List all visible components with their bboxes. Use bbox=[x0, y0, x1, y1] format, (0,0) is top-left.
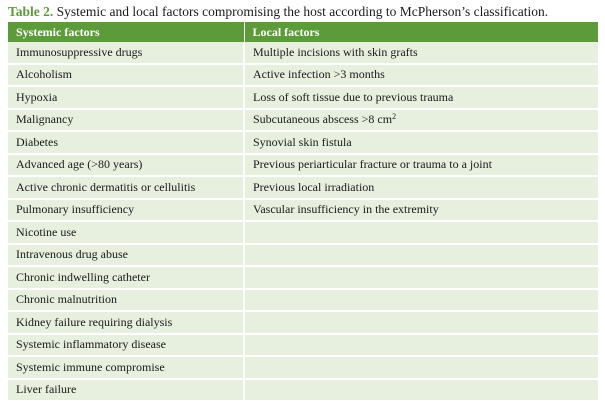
table-row bbox=[8, 266, 598, 289]
table-row bbox=[8, 109, 598, 132]
systemic-factor-text: Active chronic dermatitis or cellulitis bbox=[16, 179, 196, 194]
table-row bbox=[8, 176, 598, 199]
local-factor-cell bbox=[244, 311, 598, 334]
table-row bbox=[8, 64, 598, 87]
local-factor-cell bbox=[244, 356, 598, 379]
systemic-factor-cell bbox=[8, 86, 244, 109]
local-factor-text: Multiple incisions with skin grafts bbox=[253, 44, 418, 59]
local-factor-text: Previous local irradiation bbox=[253, 179, 375, 194]
systemic-factor-text: Chronic indwelling catheter bbox=[16, 269, 150, 284]
systemic-factor-text: Immunosuppressive drugs bbox=[16, 44, 143, 59]
table-row bbox=[8, 154, 598, 177]
table-row bbox=[8, 334, 598, 357]
systemic-factor-cell bbox=[8, 334, 244, 357]
systemic-factor-cell bbox=[8, 244, 244, 267]
table-row bbox=[8, 199, 598, 222]
local-factor-cell bbox=[244, 86, 598, 109]
systemic-factor-cell bbox=[8, 221, 244, 244]
systemic-factor-text: Chronic malnutrition bbox=[16, 292, 117, 307]
local-factor-cell bbox=[244, 64, 598, 87]
local-factor-cell bbox=[244, 266, 598, 289]
local-factor-cell bbox=[244, 289, 598, 312]
systemic-factor-text: Systemic inflammatory disease bbox=[16, 337, 166, 352]
table-caption-text: Systemic and local factors compromising the host according to McPherson’s classification. bbox=[53, 4, 549, 19]
table-caption bbox=[8, 4, 598, 20]
local-factor-superscript: 2 bbox=[392, 112, 397, 122]
systemic-factor-cell bbox=[8, 176, 244, 199]
table-row bbox=[8, 131, 598, 154]
systemic-factor-text: Pulmonary insufficiency bbox=[16, 202, 135, 217]
systemic-factor-text: Nicotine use bbox=[16, 224, 77, 239]
table-body bbox=[8, 42, 598, 400]
table-header-row bbox=[8, 22, 598, 42]
systemic-factor-text: Malignancy bbox=[16, 112, 74, 127]
systemic-factor-cell bbox=[8, 109, 244, 132]
local-factor-text: Loss of soft tissue due to previous trauma bbox=[253, 89, 454, 104]
local-factor-text: Active infection >3 months bbox=[253, 67, 385, 82]
systemic-factor-cell bbox=[8, 64, 244, 87]
table-row bbox=[8, 244, 598, 267]
table-row bbox=[8, 379, 598, 401]
table-row bbox=[8, 221, 598, 244]
local-factor-cell bbox=[244, 131, 598, 154]
systemic-factor-cell bbox=[8, 311, 244, 334]
systemic-factor-cell bbox=[8, 131, 244, 154]
local-factor-cell bbox=[244, 154, 598, 177]
local-factor-cell bbox=[244, 176, 598, 199]
systemic-factor-cell bbox=[8, 42, 244, 64]
systemic-factor-text: Hypoxia bbox=[16, 89, 58, 104]
table-row bbox=[8, 289, 598, 312]
local-factor-cell bbox=[244, 221, 598, 244]
local-factor-cell bbox=[244, 42, 598, 64]
systemic-factor-text: Advanced age (>80 years) bbox=[16, 157, 143, 172]
header-systemic-factors: Systemic factors bbox=[8, 22, 244, 42]
systemic-factor-text: Alcoholism bbox=[16, 67, 72, 82]
local-factor-cell bbox=[244, 379, 598, 401]
systemic-factor-text: Kidney failure requiring dialysis bbox=[16, 314, 173, 329]
systemic-factor-text: Intravenous drug abuse bbox=[16, 247, 128, 262]
systemic-factor-text: Liver failure bbox=[16, 382, 77, 397]
systemic-factor-cell bbox=[8, 356, 244, 379]
systemic-factor-cell bbox=[8, 199, 244, 222]
local-factor-text: Vascular insufficiency in the extremity bbox=[253, 202, 439, 217]
factors-table bbox=[8, 22, 598, 400]
table-row bbox=[8, 86, 598, 109]
header-local-factors: Local factors bbox=[244, 22, 598, 42]
local-factor-cell bbox=[244, 334, 598, 357]
local-factor-text: Synovial skin fistula bbox=[253, 134, 352, 149]
local-factor-text: Previous periarticular fracture or trauma to a joint bbox=[253, 157, 492, 172]
systemic-factor-cell bbox=[8, 379, 244, 401]
systemic-factor-cell bbox=[8, 266, 244, 289]
local-factor-cell bbox=[244, 244, 598, 267]
local-factor-cell bbox=[244, 199, 598, 222]
local-factor-text: Subcutaneous abscess >8 cm bbox=[253, 112, 393, 127]
systemic-factor-text: Diabetes bbox=[16, 134, 58, 149]
table-row bbox=[8, 311, 598, 334]
table-row bbox=[8, 356, 598, 379]
systemic-factor-cell bbox=[8, 289, 244, 312]
table-caption-label: Table 2. bbox=[8, 4, 54, 19]
table-row bbox=[8, 42, 598, 64]
systemic-factor-text: Systemic immune compromise bbox=[16, 359, 165, 374]
local-factor-cell bbox=[244, 109, 598, 132]
systemic-factor-cell bbox=[8, 154, 244, 177]
